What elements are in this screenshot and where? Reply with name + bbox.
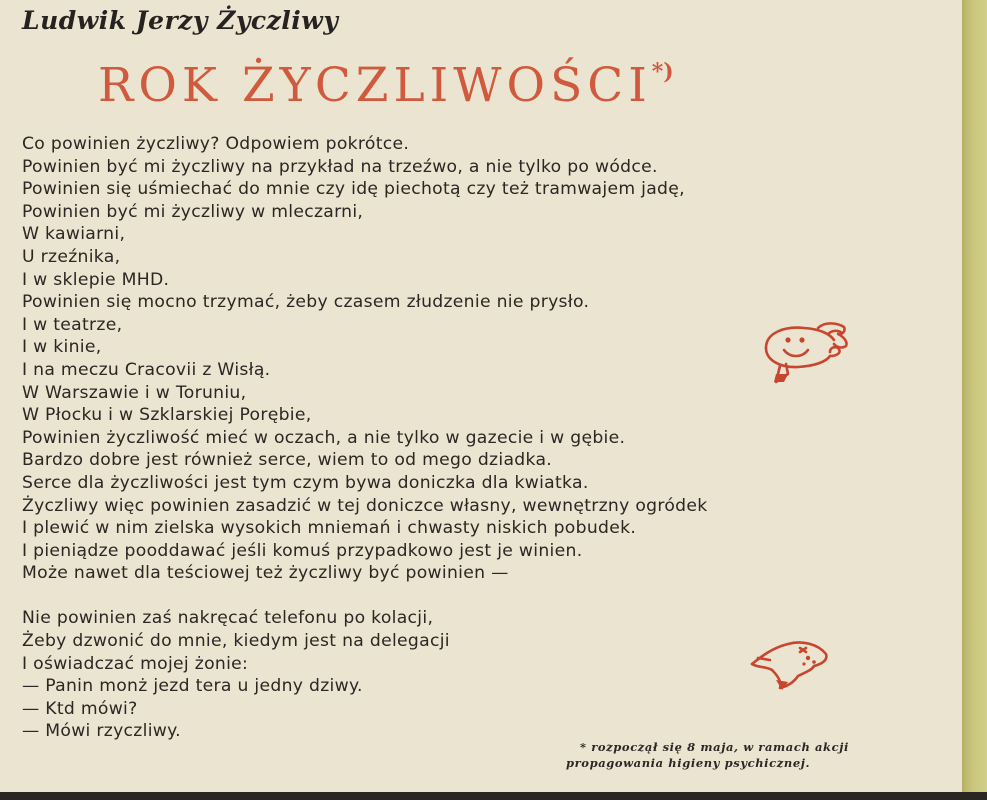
stanza-break: [22, 585, 902, 608]
poem-line: I w sklepie MHD.: [22, 269, 170, 290]
poem-line: Powinien się mocno trzymać, żeby czasem złudzenie nie prysło.: [22, 292, 590, 313]
poem-line: W Warszawie i w Toruniu,: [22, 382, 247, 403]
poem-line: I plewić w nim zielska wysokich mniemań i chwasty niskich pobudek.: [22, 518, 637, 539]
title-footnote-marker: *): [651, 59, 674, 85]
poem-line: — Ktd mówi?: [22, 698, 138, 719]
poem-line: I pieniądze pooddawać jeśli komuś przypadkowo jest je winien.: [22, 540, 583, 561]
footnote: [566, 739, 849, 771]
smiling-face-doodle-icon: [758, 318, 854, 388]
poem-line: U rzeźnika,: [22, 246, 121, 267]
poem-line: I w teatrze,: [22, 314, 123, 335]
poem-line: Może nawet dla teściowej też życzliwy być powinien —: [22, 563, 509, 584]
poem-line: I oświadczać mojej żonie:: [22, 653, 249, 674]
poem-line: Serce dla życzliwości jest tym czym bywa doniczka dla kwiatka.: [22, 472, 589, 493]
footnote-line: propagowania higieny psychicznej.: [566, 756, 811, 770]
footnote-line: * rozpoczął się 8 maja, w ramach akcji: [580, 740, 849, 754]
poem-line: Nie powinien zaś nakręcać telefonu po kolacji,: [22, 608, 434, 629]
title-text: ROK ŻYCZLIWOŚCI: [98, 58, 652, 113]
poem-line: Powinien być mi życzliwy na przykład na trzeźwo, a nie tylko po wódce.: [22, 156, 658, 177]
page-edge-strip: [962, 0, 987, 800]
article-title: [98, 58, 674, 113]
grumpy-face-doodle-icon: [748, 636, 832, 696]
bottom-edge: [0, 792, 987, 800]
poem-line: Powinien życzliwość mieć w oczach, a nie tylko w gazecie i w gębie.: [22, 427, 626, 448]
poem-line: I w kinie,: [22, 337, 102, 358]
poem-line: W Płocku i w Szklarskiej Porębie,: [22, 405, 312, 426]
author-byline: Ludwik Jerzy Życzliwy: [22, 6, 339, 35]
poem-line: Bardzo dobre jest również serce, wiem to od mego dziadka.: [22, 450, 553, 471]
poem-line: I na meczu Cracovii z Wisłą.: [22, 359, 271, 380]
poem-line: — Panin monż jezd tera u jedny dziwy.: [22, 676, 363, 697]
poem-line: W kawiarni,: [22, 224, 126, 245]
poem-line: Życzliwy więc powinien zasadzić w tej doniczce własny, wewnętrzny ogródek: [22, 495, 708, 516]
poem-line: Co powinien życzliwy? Odpowiem pokrótce.: [22, 134, 410, 154]
poem-line: Powinien być mi życzliwy w mleczarni,: [22, 201, 364, 222]
poem-line: Żeby dzwonić do mnie, kiedym jest na delegacji: [22, 631, 450, 652]
poem-line: — Mówi rzyczliwy.: [22, 721, 181, 742]
poem-line: Powinien się uśmiechać do mnie czy idę piechotą czy też tramwajem jadę,: [22, 179, 685, 200]
